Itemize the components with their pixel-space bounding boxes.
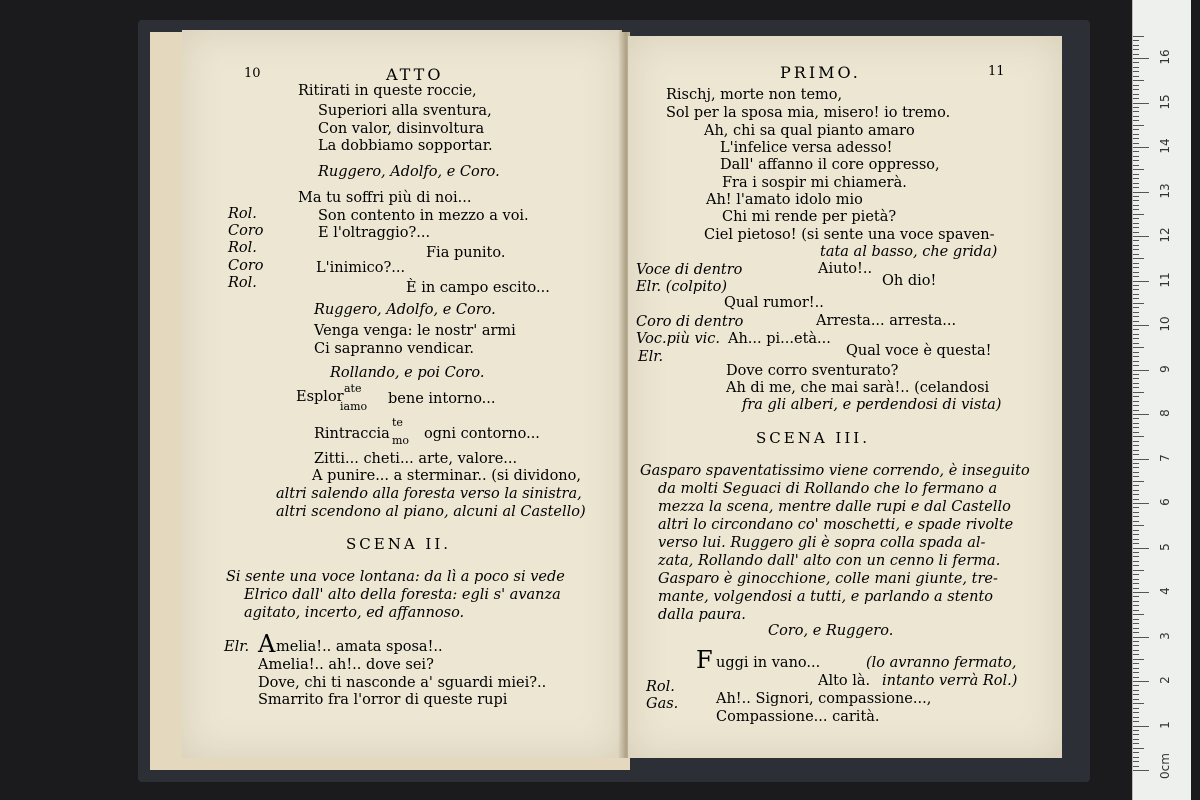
- ruler-tick: [1133, 614, 1144, 615]
- ruler-tick: [1133, 312, 1139, 313]
- verse-line: Qual rumor!..: [724, 295, 824, 311]
- verse-line: ogni contorno...: [424, 426, 540, 442]
- verse-line: Arresta... arresta...: [816, 313, 957, 329]
- ruler-tick: [1133, 316, 1139, 317]
- verse-line: Con valor, disinvoltura: [318, 121, 485, 137]
- ruler-tick: [1133, 672, 1139, 673]
- stage-direction: altri lo circondano co' moschetti, e spade rivolte: [658, 517, 1014, 533]
- ruler-tick: [1133, 521, 1139, 522]
- ruler-tick: [1133, 717, 1139, 718]
- ruler-tick: [1133, 516, 1139, 517]
- verse-line: Superiori alla sventura,: [318, 103, 492, 119]
- ruler-tick: [1133, 512, 1139, 513]
- ruler-tick: [1133, 503, 1149, 504]
- measuring-ruler: [1132, 0, 1191, 800]
- speaker-label: Coro: [228, 258, 264, 274]
- ruler-tick: [1133, 325, 1149, 326]
- ruler-tick: [1133, 178, 1139, 179]
- ruler-tick: [1133, 450, 1139, 451]
- ruler-tick: [1133, 539, 1139, 540]
- running-head: ATTO: [386, 65, 444, 84]
- verse-line: Ci sapranno vendicar.: [314, 341, 475, 357]
- ruler-tick: [1133, 708, 1139, 709]
- ruler-tick: [1133, 289, 1139, 290]
- verse-line: Ah... pi...età...: [728, 331, 831, 347]
- ruler-tick: [1133, 303, 1144, 304]
- ruler-tick: [1133, 441, 1139, 442]
- ruler-tick: [1133, 236, 1149, 237]
- ruler-tick: [1133, 138, 1139, 139]
- verse-line: Ah di me, che mai sarà!.. (celandosi: [726, 380, 990, 396]
- ruler-number: 7: [1158, 453, 1172, 462]
- ruler-tick: [1133, 472, 1139, 473]
- variant-reading: mo: [392, 434, 410, 447]
- ruler-tick: [1133, 405, 1139, 406]
- ruler-tick: [1133, 610, 1139, 611]
- speaker-label: Coro: [228, 223, 264, 239]
- ruler-tick: [1133, 748, 1144, 749]
- stage-direction: dalla paura.: [658, 607, 746, 623]
- ruler-tick: [1133, 459, 1149, 460]
- stage-direction: mezza la scena, mentre dalle rupi e dal Castello: [658, 499, 1011, 515]
- verse-line: Chi mi rende per pietà?: [722, 209, 897, 225]
- ruler-number: 1: [1158, 720, 1172, 729]
- ruler-number: 14: [1158, 138, 1172, 154]
- ruler-tick: [1133, 267, 1139, 268]
- stage-direction: Coro, e Ruggero.: [768, 623, 894, 639]
- ruler-tick: [1133, 338, 1139, 339]
- ruler-tick: [1133, 383, 1139, 384]
- ruler-tick: [1133, 36, 1144, 37]
- ruler-tick: [1133, 668, 1139, 669]
- ruler-tick: [1133, 187, 1139, 188]
- ruler-tick: [1133, 249, 1139, 250]
- stage-direction: verso lui. Ruggero gli è sopra colla spada al-: [658, 535, 986, 551]
- scene-heading: SCENA II.: [346, 535, 452, 553]
- ruler-tick: [1133, 623, 1139, 624]
- verse-line: L'inimico?...: [316, 260, 406, 276]
- ruler-tick: [1133, 703, 1144, 704]
- verse-line: Rintraccia: [314, 426, 390, 442]
- verse-line: uggi in vano...: [716, 655, 821, 671]
- stage-direction: fra gli alberi, e perdendosi di vista): [742, 397, 1002, 413]
- stage-direction: Rollando, e poi Coro.: [330, 365, 485, 381]
- ruler-tick: [1133, 476, 1139, 477]
- verse-line: È in campo escito...: [406, 280, 550, 296]
- stage-direction: tata al basso, che grida): [820, 244, 998, 260]
- speaker-label: Voce di dentro: [636, 262, 743, 278]
- ruler-tick: [1133, 650, 1139, 651]
- verse-line: Ah, chi sa qual pianto amaro: [704, 123, 915, 139]
- ruler-tick: [1133, 361, 1139, 362]
- ruler-tick: [1133, 494, 1139, 495]
- ruler-tick: [1133, 690, 1139, 691]
- speaker-label: Coro di dentro: [636, 314, 744, 330]
- ruler-tick: [1133, 677, 1139, 678]
- ruler-tick: [1133, 285, 1139, 286]
- verse-line: Ah! l'amato idolo mio: [706, 192, 863, 208]
- ruler-tick: [1133, 467, 1139, 468]
- ruler-number: 6: [1158, 498, 1172, 506]
- ruler-tick: [1133, 507, 1139, 508]
- ruler-tick: [1133, 374, 1139, 375]
- ruler-number: 8: [1158, 409, 1172, 417]
- ruler-tick: [1133, 103, 1149, 104]
- stage-direction: mante, volgendosi a tutti, e parlando a stento: [658, 589, 994, 605]
- ruler-tick: [1133, 107, 1139, 108]
- variant-reading: iamo: [340, 400, 368, 413]
- ruler-tick: [1133, 200, 1139, 201]
- ruler-tick: [1133, 583, 1139, 584]
- ruler-tick: [1133, 641, 1139, 642]
- ruler-tick: [1133, 129, 1139, 130]
- speaker-label: Elr.: [224, 639, 250, 655]
- ruler-tick: [1133, 396, 1139, 397]
- ruler-tick: [1133, 392, 1144, 393]
- ruler-tick: [1133, 62, 1139, 63]
- ruler-tick: [1133, 40, 1139, 41]
- ruler-tick: [1133, 156, 1139, 157]
- ruler-tick: [1133, 663, 1139, 664]
- ruler-tick: [1133, 365, 1139, 366]
- ruler-tick: [1133, 209, 1139, 210]
- speaker-label: Rol.: [646, 679, 675, 695]
- ruler-tick: [1133, 712, 1139, 713]
- ruler-tick: [1133, 160, 1139, 161]
- ruler-tick: [1133, 681, 1149, 682]
- ruler-number: 4: [1158, 587, 1172, 595]
- verse-line: Fra i sospir mi chiamerà.: [722, 175, 907, 191]
- ruler-tick: [1133, 196, 1139, 197]
- stage-direction: Ruggero, Adolfo, e Coro.: [314, 302, 496, 318]
- ruler-number: 15: [1158, 93, 1172, 110]
- running-head: PRIMO.: [780, 63, 861, 82]
- ruler-tick: [1133, 632, 1139, 633]
- stage-direction: Gasparo è ginocchione, colle mani giunte, tre-: [658, 571, 998, 587]
- ruler-tick: [1133, 169, 1144, 170]
- ruler-tick: [1133, 445, 1139, 446]
- variant-reading: te: [392, 416, 403, 429]
- verse-line: Dove, chi ti nasconde a' sguardi miei?..: [258, 675, 547, 691]
- stage-direction: (lo avranno fermato,: [866, 655, 1017, 671]
- ruler-tick: [1133, 752, 1139, 753]
- verse-line: E l'oltraggio?...: [318, 225, 431, 241]
- verse-line: Zitti... cheti... arte, valore...: [314, 451, 518, 467]
- ruler-tick: [1133, 272, 1139, 273]
- speaker-label: Rol.: [228, 240, 257, 256]
- stage-direction: Ruggero, Adolfo, e Coro.: [318, 164, 500, 180]
- ruler-tick: [1133, 490, 1139, 491]
- ruler-tick: [1133, 54, 1139, 55]
- ruler-tick: [1133, 770, 1149, 771]
- scene-heading: SCENA III.: [756, 429, 870, 447]
- stage-direction: altri scendono al piano, alcuni al Castello): [276, 504, 586, 520]
- ruler-tick: [1133, 432, 1139, 433]
- ruler-tick: [1133, 730, 1139, 731]
- verse-line: bene intorno...: [388, 391, 496, 407]
- verse-line: A punire... a sterminar.. (si dividono,: [312, 468, 581, 484]
- ruler-tick: [1133, 570, 1144, 571]
- verse-line: Dall' affanno il core oppresso,: [720, 157, 940, 173]
- ruler-tick: [1133, 258, 1144, 259]
- ruler-tick: [1133, 499, 1139, 500]
- stage-direction: agitato, incerto, ed affannoso.: [244, 605, 465, 621]
- ruler-tick: [1133, 694, 1139, 695]
- ruler-tick: [1133, 766, 1139, 767]
- verse-line: Amelia!.. ah!.. dove sei?: [258, 657, 434, 673]
- ruler-tick: [1133, 427, 1139, 428]
- page-number: 11: [988, 64, 1005, 79]
- ruler-tick: [1133, 721, 1139, 722]
- stage-direction: zata, Rollando dall' alto con un cenno li ferma.: [658, 553, 1001, 569]
- ruler-tick: [1133, 232, 1139, 233]
- ruler-tick: [1133, 463, 1139, 464]
- verse-line: Rischj, morte non temo,: [666, 87, 843, 103]
- verse-line: Son contento in mezzo a voi.: [318, 208, 529, 224]
- ruler-tick: [1133, 116, 1139, 117]
- stage-direction: altri salendo alla foresta verso la sinistra,: [276, 486, 582, 502]
- ruler-tick: [1133, 685, 1139, 686]
- stage-direction: intanto verrà Rol.): [882, 673, 1018, 689]
- ruler-tick: [1133, 125, 1144, 126]
- speaker-label: Rol.: [228, 206, 257, 222]
- ruler-tick: [1133, 49, 1139, 50]
- stage-direction: da molti Seguaci di Rollando che lo fermano a: [658, 481, 998, 497]
- speaker-label: Rol.: [228, 275, 257, 291]
- ruler-tick: [1133, 548, 1149, 549]
- ruler-tick: [1133, 120, 1139, 121]
- verse-line: Ciel pietoso! (si sente una voce spaven-: [704, 227, 995, 243]
- ruler-tick: [1133, 561, 1139, 562]
- speaker-label: Elr. (colpito): [636, 279, 728, 295]
- verse-line: Compassione... carità.: [716, 709, 880, 725]
- verse-line: Aiuto!..: [818, 261, 873, 277]
- ruler-tick: [1133, 574, 1139, 575]
- variant-reading: ate: [344, 382, 362, 395]
- ruler-tick: [1133, 352, 1139, 353]
- ruler-tick: [1133, 245, 1139, 246]
- ruler-tick: [1133, 94, 1139, 95]
- ruler-tick: [1133, 485, 1139, 486]
- speaker-label: Elr.: [638, 349, 664, 365]
- verse-line: Fia punito.: [426, 245, 506, 261]
- speaker-label: Gas.: [646, 696, 679, 712]
- ruler-tick: [1133, 699, 1139, 700]
- ruler-number: 9: [1158, 364, 1172, 373]
- ruler-tick: [1133, 111, 1139, 112]
- ruler-tick: [1133, 227, 1139, 228]
- ruler-tick: [1133, 223, 1139, 224]
- verse-line: Ma tu soffri più di noi...: [298, 190, 472, 206]
- verse-line: Esplor: [296, 389, 344, 405]
- ruler-tick: [1133, 605, 1139, 606]
- ruler-tick: [1133, 628, 1139, 629]
- ruler-tick: [1133, 174, 1139, 175]
- verse-line: Ah!.. Signori, compassione...,: [716, 691, 932, 707]
- ruler-tick: [1133, 414, 1149, 415]
- verse-line: Qual voce è questa!: [846, 343, 992, 359]
- ruler-number: 16: [1158, 49, 1172, 65]
- ruler-tick: [1133, 85, 1139, 86]
- ruler-tick: [1133, 659, 1144, 660]
- verse-line: L'infelice versa adesso!: [720, 140, 893, 156]
- ruler-tick: [1133, 619, 1139, 620]
- ruler-number: 5: [1158, 542, 1172, 551]
- ruler-tick: [1133, 726, 1149, 727]
- ruler-tick: [1133, 654, 1139, 655]
- ruler-tick: [1133, 637, 1149, 638]
- ruler-tick: [1133, 401, 1139, 402]
- ruler-tick: [1133, 334, 1139, 335]
- ruler-tick: [1133, 134, 1139, 135]
- drop-capital: A: [258, 630, 276, 658]
- ruler-tick: [1133, 98, 1139, 99]
- ruler-tick: [1133, 281, 1149, 282]
- ruler-tick: [1133, 592, 1149, 593]
- ruler-tick: [1133, 454, 1139, 455]
- ruler-tick: [1133, 58, 1149, 59]
- ruler-tick: [1133, 329, 1139, 330]
- ruler-number: 12: [1158, 227, 1172, 243]
- ruler-number: 3: [1158, 631, 1172, 640]
- ruler-tick: [1133, 530, 1139, 531]
- verse-line: Dove corro sventurato?: [726, 363, 899, 379]
- ruler-tick: [1133, 596, 1139, 597]
- ruler-tick: [1133, 214, 1144, 215]
- ruler-tick: [1133, 739, 1139, 740]
- ruler-tick: [1133, 565, 1139, 566]
- ruler-tick: [1133, 183, 1139, 184]
- verse-line: Smarrito fra l'orror di queste rupi: [258, 692, 508, 708]
- speaker-label: Voc.più vic.: [636, 331, 721, 347]
- ruler-tick: [1133, 410, 1139, 411]
- page-number: 10: [244, 66, 261, 81]
- verse-line: Ritirati in queste roccie,: [298, 83, 477, 99]
- ruler-tick: [1133, 761, 1139, 762]
- ruler-tick: [1133, 347, 1144, 348]
- ruler-tick: [1133, 192, 1149, 193]
- ruler-tick: [1133, 218, 1139, 219]
- ruler-tick: [1133, 240, 1139, 241]
- ruler-number: 11: [1158, 271, 1172, 288]
- ruler-tick: [1133, 588, 1139, 589]
- ruler-tick: [1133, 481, 1144, 482]
- ruler-tick: [1133, 254, 1139, 255]
- ruler-tick: [1133, 147, 1149, 148]
- ruler-tick: [1133, 321, 1139, 322]
- ruler-tick: [1133, 378, 1139, 379]
- ruler-tick: [1133, 423, 1139, 424]
- verse-line: Sol per la sposa mia, misero! io tremo.: [666, 105, 951, 121]
- verse-line: melia!.. amata sposa!..: [276, 639, 443, 655]
- ruler-number: 13: [1158, 182, 1172, 199]
- ruler-tick: [1133, 263, 1139, 264]
- ruler-number: 2: [1158, 676, 1172, 684]
- verse-line: Alto là.: [818, 673, 871, 689]
- stage-direction: Elrico dall' alto della foresta: egli s' avanza: [244, 587, 561, 603]
- ruler-tick: [1133, 143, 1139, 144]
- ruler-tick: [1133, 418, 1139, 419]
- stage-direction: Si sente una voce lontana: da lì a poco si vede: [226, 569, 565, 585]
- drop-capital: F: [696, 646, 713, 674]
- verse-line: Venga venga: le nostr' armi: [314, 323, 516, 339]
- ruler-tick: [1133, 543, 1139, 544]
- ruler-tick: [1133, 80, 1144, 81]
- ruler-tick: [1133, 525, 1144, 526]
- ruler-tick: [1133, 552, 1139, 553]
- ruler-tick: [1133, 645, 1139, 646]
- verse-line: Oh dio!: [882, 273, 937, 289]
- ruler-tick: [1133, 151, 1139, 152]
- ruler-tick: [1133, 294, 1139, 295]
- ruler-tick: [1133, 298, 1139, 299]
- ruler-tick: [1133, 370, 1149, 371]
- ruler-tick: [1133, 743, 1139, 744]
- ruler-tick: [1133, 734, 1139, 735]
- ruler-tick: [1133, 89, 1139, 90]
- ruler-tick: [1133, 356, 1139, 357]
- ruler-tick: [1133, 579, 1139, 580]
- ruler-tick: [1133, 343, 1139, 344]
- ruler-tick: [1133, 45, 1139, 46]
- ruler-number: 10: [1158, 316, 1172, 332]
- ruler-number: 0cm: [1158, 753, 1172, 779]
- ruler-tick: [1133, 76, 1139, 77]
- stage-direction: Gasparo spaventatissimo viene correndo, è inseguito: [640, 463, 1030, 479]
- ruler-tick: [1133, 205, 1139, 206]
- verse-line: La dobbiamo sopportar.: [318, 138, 493, 154]
- ruler-tick: [1133, 436, 1144, 437]
- ruler-tick: [1133, 556, 1139, 557]
- ruler-tick: [1133, 757, 1139, 758]
- ruler-tick: [1133, 307, 1139, 308]
- ruler-tick: [1133, 387, 1139, 388]
- ruler-tick: [1133, 165, 1139, 166]
- ruler-tick: [1133, 67, 1139, 68]
- ruler-tick: [1133, 71, 1139, 72]
- ruler-tick: [1133, 534, 1139, 535]
- ruler-tick: [1133, 601, 1139, 602]
- ruler-tick: [1133, 276, 1139, 277]
